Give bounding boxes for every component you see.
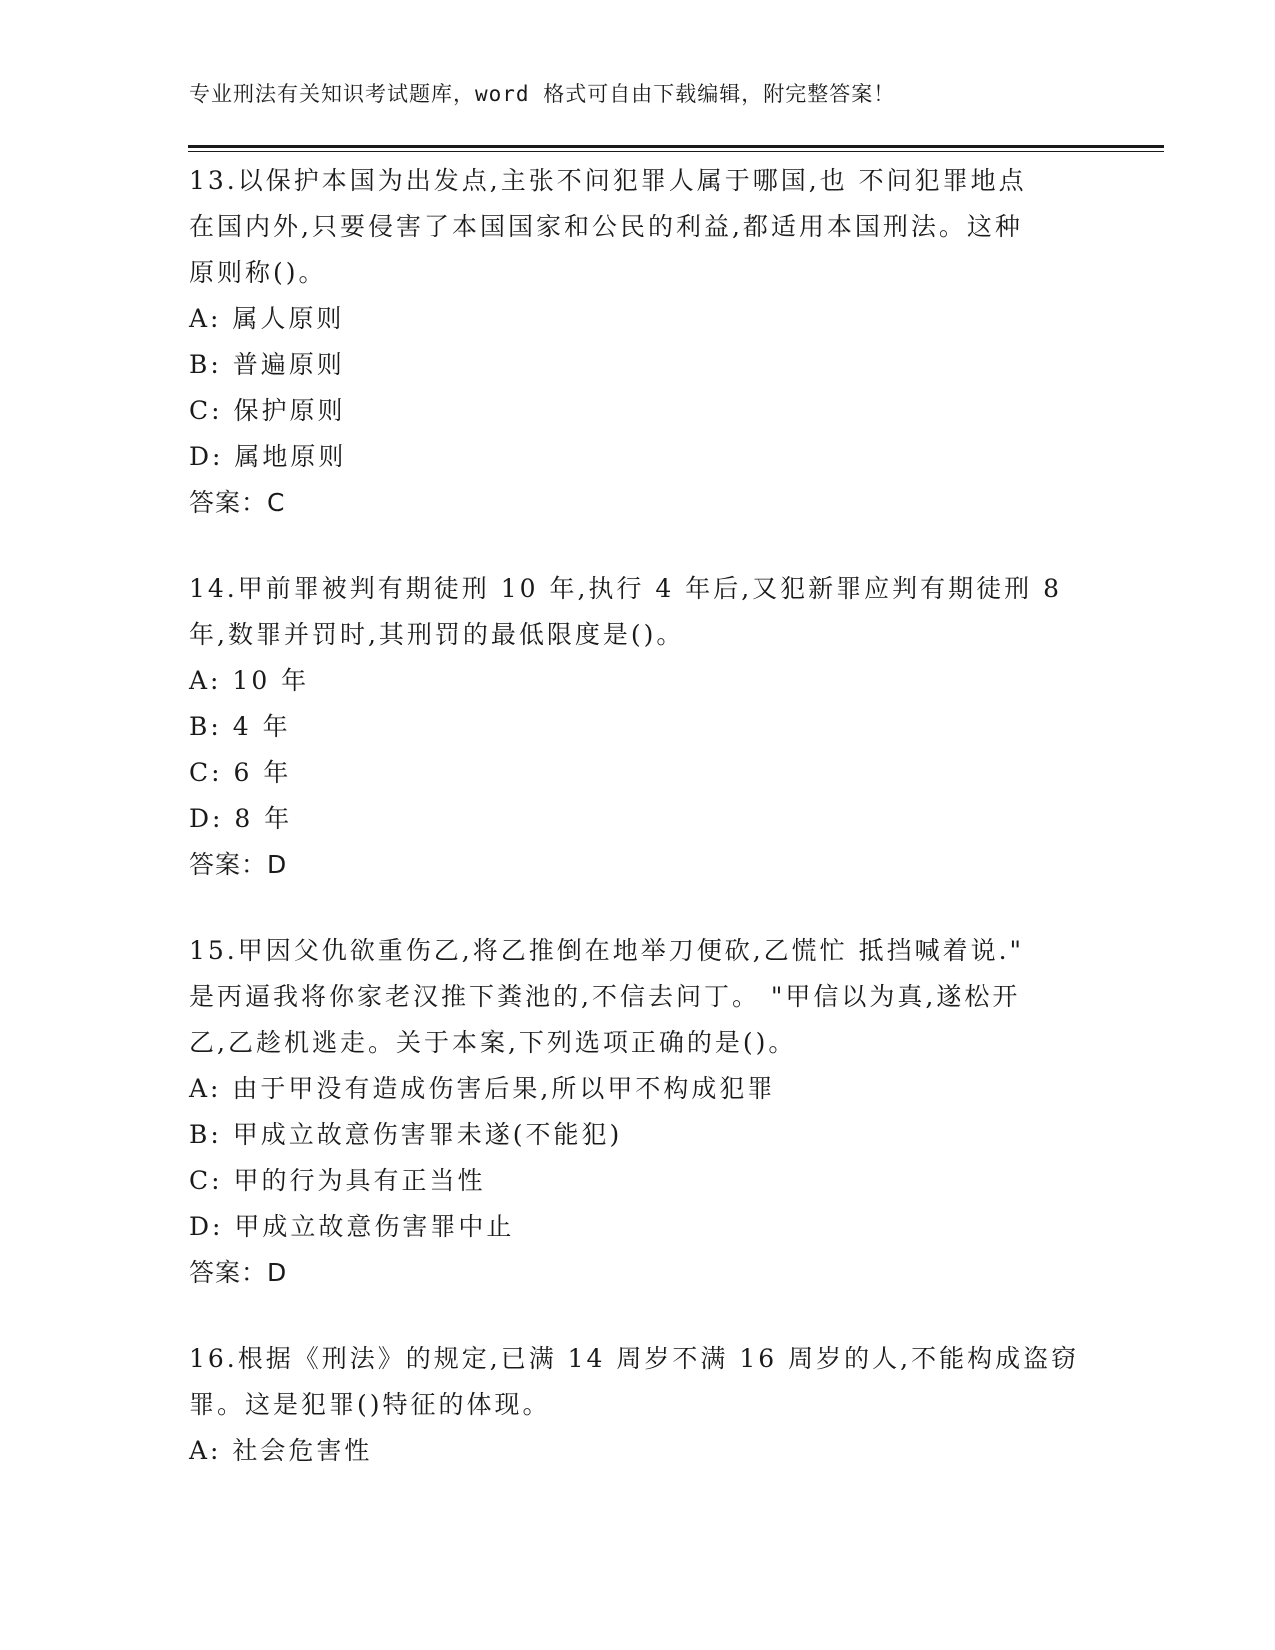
question-stem-line: 年,数罪并罚时,其刑罚的最低限度是()。 bbox=[189, 620, 685, 649]
option-b: B: 4 年 bbox=[189, 712, 291, 741]
question-stem-line: 原则称()。 bbox=[189, 258, 327, 287]
header-rule-thick bbox=[188, 145, 1164, 148]
header-rule-thin bbox=[188, 151, 1164, 152]
option-b: B: 甲成立故意伤害罪未遂(不能犯) bbox=[189, 1120, 623, 1149]
option-b: B: 普遍原则 bbox=[189, 350, 345, 379]
option-d: D: 甲成立故意伤害罪中止 bbox=[189, 1212, 515, 1241]
option-c: C: 保护原则 bbox=[189, 396, 346, 425]
option-a: A: 属人原则 bbox=[189, 304, 345, 333]
answer-line: 答案：D bbox=[189, 1258, 288, 1287]
question-stem-line: 在国内外,只要侵害了本国国家和公民的利益,都适用本国刑法。这种 bbox=[189, 212, 1023, 241]
question-13 bbox=[189, 158, 1089, 526]
option-c: C: 甲的行为具有正当性 bbox=[189, 1166, 486, 1195]
option-c: C: 6 年 bbox=[189, 758, 292, 787]
question-15 bbox=[189, 928, 1089, 1296]
question-stem-line: 13.以保护本国为出发点,主张不问犯罪人属于哪国,也 不问犯罪地点 bbox=[189, 166, 1027, 195]
question-stem-line: 15.甲因父仇欲重伤乙,将乙推倒在地举刀便砍,乙慌忙 抵挡喊着说." bbox=[189, 936, 1025, 965]
answer-line: 答案：C bbox=[189, 488, 286, 517]
question-stem-line: 14.甲前罪被判有期徒刑 10 年,执行 4 年后,又犯新罪应判有期徒刑 8 bbox=[189, 574, 1063, 603]
question-stem-line: 16.根据《刑法》的规定,已满 14 周岁不满 16 周岁的人,不能构成盗窃 bbox=[189, 1344, 1080, 1373]
option-d: D: 8 年 bbox=[189, 804, 293, 833]
question-stem-line: 罪。这是犯罪()特征的体现。 bbox=[189, 1390, 551, 1419]
question-stem-line: 是丙逼我将你家老汉推下粪池的,不信去问丁。 "甲信以为真,遂松开 bbox=[189, 982, 1021, 1011]
option-a: A: 由于甲没有造成伤害后果,所以甲不构成犯罪 bbox=[189, 1074, 776, 1103]
document-header: 专业刑法有关知识考试题库，word 格式可自由下载编辑，附完整答案！ bbox=[189, 82, 896, 106]
option-a: A: 10 年 bbox=[189, 666, 310, 695]
question-stem-line: 乙,乙趁机逃走。关于本案,下列选项正确的是()。 bbox=[189, 1028, 797, 1057]
answer-line: 答案：D bbox=[189, 850, 288, 879]
question-14 bbox=[189, 566, 1089, 888]
question-16 bbox=[189, 1336, 1089, 1474]
question-list bbox=[189, 158, 1089, 1514]
option-d: D: 属地原则 bbox=[189, 442, 347, 471]
option-a: A: 社会危害性 bbox=[189, 1436, 373, 1465]
